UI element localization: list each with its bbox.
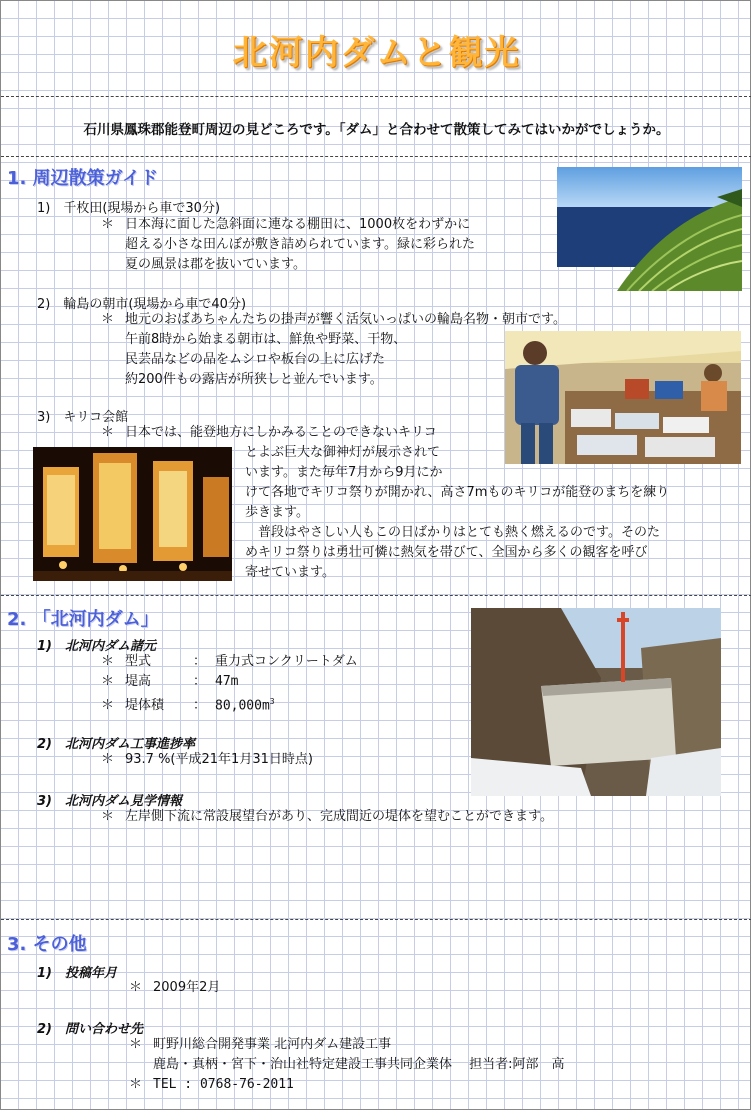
contact-details: ＊ 町野川総合開発事業 北河内ダム建設工事 鹿島・真柄・宮下・治山社特定建設工事共同企業体 担当者:阿部 高 ＊ TEL : 0768-76-2011	[129, 1037, 565, 1092]
photo-senmaida	[557, 167, 742, 291]
item-asaichi-title: 2) 輪島の朝市(現場から車で40分)	[37, 297, 247, 312]
item-kiriko-text-2: とよぶ巨大な御神灯が展示されて います。また毎年7月から9月にか けて各地でキリコ祭りが開かれ、高さ7mものキリコが能登のまちを練り 歩きます。 普段はやさしい人もこの日ばかりはとても熱く燃えるのです。そのた めキリコ祭りは勇壮可憐に熱気を帯びて、全国から多くの観客を呼び 寄せています。	[245, 445, 670, 580]
page-title: 北河内ダムと観光	[232, 33, 521, 73]
dam-spec-list: ＊ 型式 ： 重力式コンクリートダム ＊ 堤高 ： 47m ＊ 堤体積 ： $80,000m^3$	[101, 654, 358, 714]
photo-dam	[471, 608, 721, 796]
dam-progress-value: ＊ 93.7 %(平成21年1月31日時点)	[101, 752, 313, 767]
item-kiriko-title: 3) キリコ会館	[37, 410, 129, 425]
section-heading-other: 3. その他	[7, 934, 87, 955]
section-heading-dam: 2. 「北河内ダム」	[7, 609, 159, 630]
divider	[1, 156, 751, 157]
posted-title: 1) 投稿年月	[37, 966, 117, 981]
dam-progress-title: 2) 北河内ダム工事進捗率	[37, 737, 195, 752]
divider	[1, 919, 751, 920]
dam-tour-title: 3) 北河内ダム見学情報	[37, 794, 182, 809]
intro-text: 石川県鳳珠郡能登町周辺の見どころです。「ダム」と合わせて散策してみてはいかがでしょうか。	[83, 122, 670, 138]
posted-value: ＊ 2009年2月	[129, 980, 221, 995]
dam-tour-text: ＊ 左岸側下流に常設展望台があり、完成間近の堤体を望むことができます。	[101, 809, 553, 824]
item-kiriko-text-1: ＊ 日本では、能登地方にしかみることのできないキリコ	[101, 425, 437, 440]
item-asaichi-text: ＊ 地元のおばあちゃんたちの掛声が響く活気いっぱいの輪島名物・朝市です。 午前8時から始まる朝市は、鮮魚や野菜、干物、 民芸品などの品をムシロや板台の上に広げた 約200件もの露店が所狭しと並んでいます。	[101, 312, 566, 387]
photo-kiriko	[33, 447, 232, 581]
contact-title: 2) 問い合わせ先	[37, 1022, 143, 1037]
section-heading-guide: 1. 周辺散策ガイド	[7, 168, 159, 189]
item-senmaida-title: 1) 千枚田(現場から車で30分)	[37, 201, 221, 216]
item-senmaida-text: ＊ 日本海に面した急斜面に連なる棚田に、1000枚をわずかに 超える小さな田んぼが敷き詰められています。緑に彩られた 夏の風景は郡を抜いています。	[101, 217, 475, 272]
divider	[1, 595, 751, 596]
divider	[1, 96, 751, 97]
dam-spec-title: 1) 北河内ダム諸元	[37, 639, 156, 654]
